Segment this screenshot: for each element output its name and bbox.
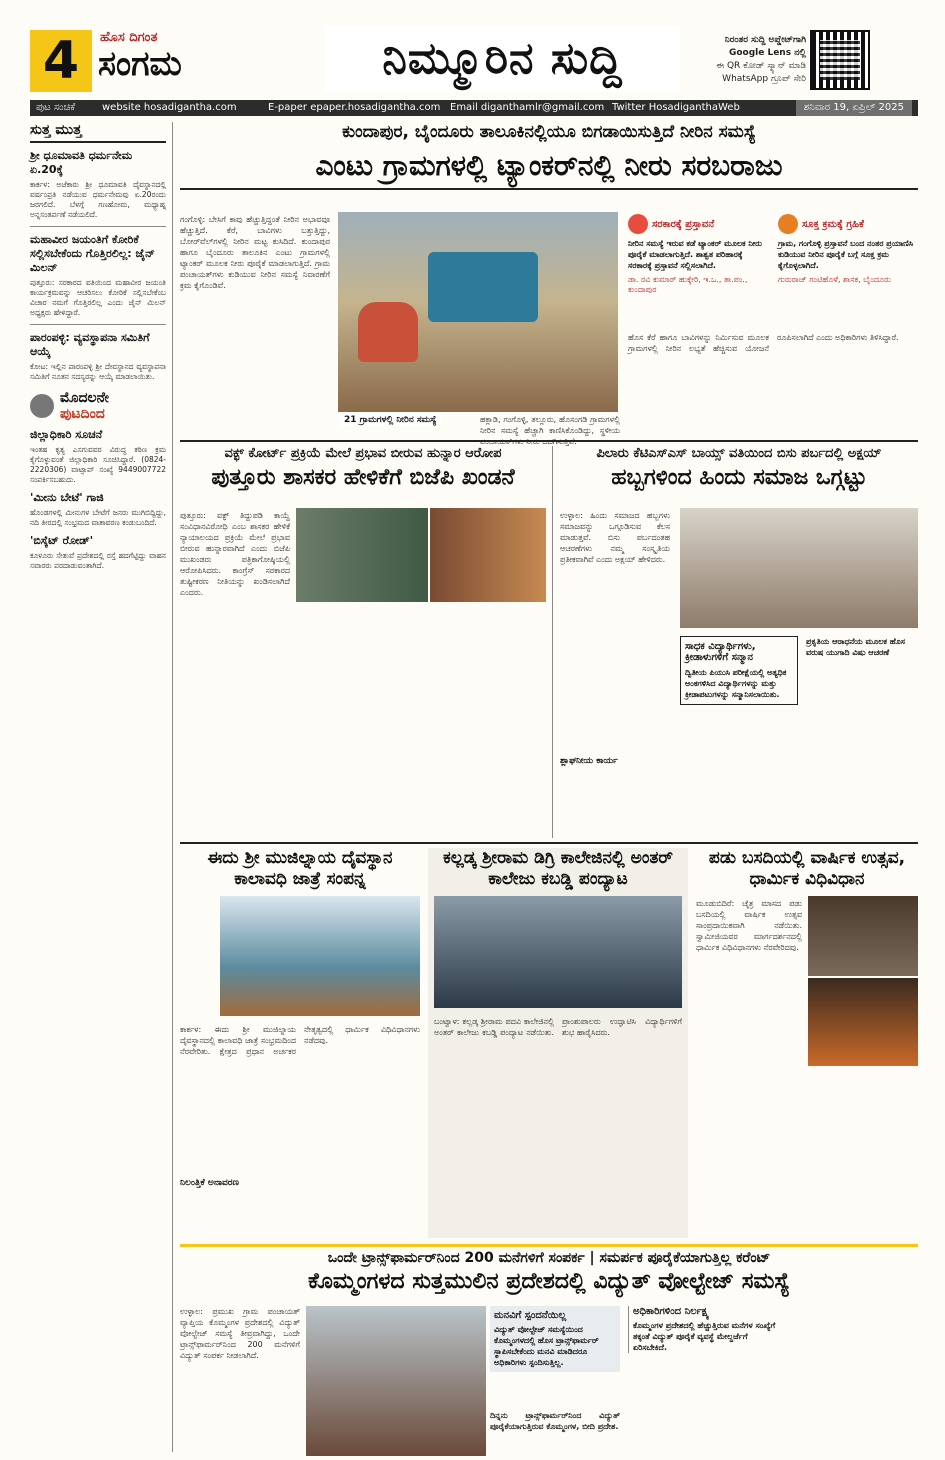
vishu-note: ಪ್ರಕೃತಿಯ ಆರಾಧನೆಯ ಮೂಲಕ ಹೊಸ ವರುಷ ಯುಗಾದಿ ವಿಷು ಆಚರಣೆ [806, 637, 905, 657]
box-body: ದ್ವಿತೀಯ ಪಿಯುಸಿ ಪರೀಕ್ಷೆಯಲ್ಲಿ ಅತ್ಯಧಿಕ ಅಂಕಗಳಿಸಿದ ವಿದ್ಯಾರ್ಥಿಗಳನ್ನು ಮತ್ತು ಕ್ರೀಡಾಪಟುಗಳನ್ನು ಸನ್ಮಾನಿಸಲಾಯಿತು. [685, 668, 787, 699]
photo-caption: 21 ಗ್ರಾಮಗಳಲ್ಲಿ ನೀರಿನ ಸಮಸ್ಯೆ [340, 414, 441, 426]
statue-photo [808, 896, 918, 976]
website-link[interactable]: website hosadigantha.com [102, 102, 237, 113]
row-divider [180, 842, 918, 844]
basadi-story [696, 848, 918, 1238]
transformer-photo [306, 1306, 486, 1456]
bjp-headline: ಪುತ್ತೂರು ಶಾಸಕರ ಹೇಳಿಕೆಗೆ ಬಿಜೆಪಿ ಖಂಡನೆ [211, 465, 515, 490]
brief-headline: 'ಬಿಸ್ಕೆಟ್ ರೋಡ್' [30, 534, 94, 547]
qr-code-icon[interactable] [810, 30, 870, 90]
section-title: ನಿಮ್ಮೂರಿನ ಸುದ್ದಿ [325, 26, 680, 92]
felicitation-box [680, 636, 798, 705]
qr-line: ಈ QR ಕೋಡ್ ಸ್ಕ್ಯಾನ್ ಮಾಡಿ [716, 61, 806, 71]
brief-headline: ಪಾರಂಪಳ್ಳಿ: ವ್ಯವಸ್ಥಾಪನಾ ಸಮಿತಿಗೆ ಆಯ್ಕೆ [30, 331, 150, 358]
kabaddi-body: ಬಂಟ್ವಾಳ: ಕಲ್ಲಡ್ಕ ಶ್ರೀರಾಮ ಪದವಿ ಕಾಲೇಜಿನಲ್ಲಿ ಅಂತರ್ ಕಾಲೇಜು ಕಬಡ್ಡಿ ಪಂದ್ಯಾಟ ನಡೆಯಿತು. ಪ್ರಾಂಶುಪಾಲರು ಉದ್ಘಾಟಿಸಿ ವಿದ್ಯಾರ್ಥಿಗಳಿಗೆ ಶುಭ ಹಾರೈಸಿದರು. [434, 1017, 682, 1037]
bjp-story [180, 446, 546, 836]
brief-body: ಕೂಳೂರು ಸೇತುವೆ ಪ್ರದೇಶದಲ್ಲಿ ರಸ್ತೆ ಹದಗೆಟ್ಟಿದ್ದು ವಾಹನ ಸವಾರರು ಪರದಾಡುವಂತಾಗಿದೆ. [30, 551, 166, 570]
quote-card [628, 214, 768, 295]
qr-instructions [690, 34, 806, 86]
quote-title: ಸೂಕ್ತ ಕ್ರಮಕ್ಕೆ ಗ್ರಹಿಕೆ [802, 219, 864, 230]
top-kicker: ಕುಂದಾಪುರ, ಬೈಂದೂರು ತಾಲೂಕಿನಲ್ಲಿಯೂ ಬಿಗಡಾಯಿಸುತ್ತಿದೆ ನೀರಿನ ಸಮಸ್ಯೆ [342, 122, 756, 142]
brief-headline: ಜಿಲ್ಲಾಧಿಕಾರಿ ಸೂಚನೆ [30, 428, 103, 441]
top-story [180, 122, 918, 434]
brief-headline: ಶ್ರೀ ಧೂಮಾವತಿ ಧರ್ಮನೇಮ ಏ.20ಕ್ಕೆ [30, 149, 133, 176]
bisu-story [560, 446, 918, 836]
bjp-kicker: ವಕ್ಫ್ ಕೋರ್ಟ್ ಪ್ರಕ್ರಿಯೆ ಮೇಲೆ ಪ್ರಭಾವ ಬೀರುವ ಹುನ್ನಾರ ಆರೋಪ [224, 446, 502, 461]
row-divider [180, 440, 918, 442]
qr-line: Google Lens ನಲ್ಲಿ [728, 48, 806, 58]
top-body: ಗಂಗೊಳ್ಳಿ: ಬೇಸಿಗೆ ಕಾವು ಹೆಚ್ಚುತ್ತಿದ್ದಂತೆ ನೀರಿನ ಅಭಾವವೂ ಹೆಚ್ಚುತ್ತಿದೆ. ಕೆರೆ, ಬಾವಿಗಳು ಬತ್ತುತ್ತಿದ್ದು, ಬೋರ್‌ವೆಲ್‌ಗಳಲ್ಲಿ ನೀರಿನ ಮಟ್ಟ ಕುಸಿದಿದೆ. ಕುಂದಾಪುರ ಹಾಗೂ ಬೈಂದೂರು ತಾಲೂಕಿನ ಎಂಟು ಗ್ರಾಮಗಳಲ್ಲಿ ಟ್ಯಾಂಕರ್ ಮೂಲಕ ನೀರು ಪೂರೈಕೆ ಮಾಡಲಾಗುತ್ತಿದೆ. ಗ್ರಾಮ ಪಂಚಾಯತ್‌ಗಳು ಕುಡಿಯುವ ನೀರಿನ ಸಮಸ್ಯೆ ನಿವಾರಣೆಗೆ ಕ್ರಮ ಕೈಗೊಂಡಿವೆ. [180, 215, 330, 290]
jatre-story [180, 848, 420, 1238]
issue-date: ಶನಿವಾರ 19, ಏಪ್ರಿಲ್ 2025 [796, 100, 912, 116]
transformer-caption: ದಿನ್ನನು ಟ್ರಾನ್ಸ್‌ಫಾರ್ಮರ್‌ನಿಂದ ವಿದ್ಯುತ್ ಪೂರೈಕೆಯಾಗುತ್ತಿರುವ ಕೊಮ್ಮಂಗಳ, ಬೀದಿ ಪ್ರದೇಶ. [490, 1411, 620, 1431]
quote-body: ಗ್ರಾಮ, ಗಂಗೊಳ್ಳಿ ಪ್ರಸ್ತಾವನೆ ಬಂದ ನಂತರ ಪ್ರಯಾಣಿಸಿ ಕುಡಿಯುವ ನೀರಿನ ಪೂರೈಕೆ ಬಗ್ಗೆ ಸೂಕ್ತ ಕ್ರಮ ಕೈಗೊಳ್ಳಲಾಗಿದೆ. [778, 239, 914, 270]
bisu-kicker: ಪಿಲಾರು ಕೆಟಿಎಸ್‌ಎಸ್ ಬಾಯ್ಸ್ ವತಿಯಿಂದ ಬಿಸು ಪರ್ಬದಲ್ಲಿ ಅಕ್ಷಯ್ [596, 446, 882, 461]
brief-body: ಕಾರ್ಕಳ: ಅಜೆಕಾರು ಶ್ರೀ ಧೂಮಾವತಿ ದೈವಸ್ಥಾನದಲ್ಲಿ ವರ್ಷಂಪ್ರತಿ ನಡೆಯುವ ಧರ್ಮನೇಮವು ಏ.20ರಂದು ಜರಗಲಿದೆ. ಬೆಳಗ್ಗೆ ಗಣಹೋಮ, ಮಧ್ಯಾಹ್ನ ಅನ್ನಸಂತರ್ಪಣೆ ನಡೆಯಲಿದೆ. [30, 180, 166, 219]
info-bar [30, 100, 918, 116]
brief-headline: 'ಮೀನು ಬೇಟೆ' ಗಾಜಿ [30, 491, 104, 504]
page-number: 4 [30, 30, 92, 92]
quote-icon [628, 214, 648, 234]
top-headline: ಎಂಟು ಗ್ರಾಮಗಳಲ್ಲಿ ಟ್ಯಾಂಕರ್‌ನಲ್ಲಿ ನೀರು ಸರಬರಾಜು [180, 144, 918, 190]
brief-body: ಪುತ್ತೂರು: ಸರಕಾರದ ವತಿಯಿಂದ ಮಹಾವೀರ ಜಯಂತಿ ಕಾರ್ಯಕ್ರಮವನ್ನು ಆಚರಿಸಲು ಕೋರಿಕೆ ಸಲ್ಲಿಸಬೇಕೆಂಬ ವಿಚಾರ ನಮಗೆ ಗೊತ್ತಿರಲಿಲ್ಲ ಎಂದು ಜೈನ್ ಮಿಲನ್ ಅಧ್ಯಕ್ಷರು ಹೇಳಿದ್ದಾರೆ. [30, 278, 166, 317]
tanker-photo [338, 212, 618, 412]
voltage-story [180, 1250, 918, 1456]
box-title: ಮನವಿಗೆ ಸ್ಪಂದನೆಯಿಲ್ಲ [494, 1310, 567, 1321]
qr-line: ನಿರಂತರ ಸುದ್ದಿ ಅಪ್ಡೇಟ್‌ಗಾಗಿ [724, 35, 806, 45]
speaker-photo-2 [430, 508, 546, 602]
badge-line1: ಮೊದಲನೇ [60, 390, 109, 406]
box-body: ವಿದ್ಯುತ್ ವೋಲ್ಟೇಜ್ ಸಮಸ್ಯೆಯಿಂದ ಕೊಮ್ಮಂಗಳದಲ್ಲಿ ಹೊಸ ಟ್ರಾನ್ಸ್‌ಫಾರ್ಮರ್ ಸ್ಥಾಪಿಸಬೇಕೆಂದು ಮನವಿ ಮಾಡಿದರೂ ಅಧಿಕಾರಿಗಳು ಸ್ಪಂದಿಸುತ್ತಿಲ್ಲ. [494, 1325, 599, 1367]
kabaddi-story [428, 848, 688, 1238]
front-page-continuation [30, 390, 166, 422]
quote-card [778, 214, 918, 285]
neglect-box [628, 1306, 778, 1353]
brief-body: ಇಂತಹ ಕೃತ್ಯ ಎಸಗುವವರ ವಿರುದ್ಧ ಕಠಿಣ ಕ್ರಮ ಕೈಗೊಳ್ಳುವಂತೆ ಜಿಲ್ಲಾಧಿಕಾರಿ ಸೂಚಿಸಿದ್ದಾರೆ. (0824-2220306) ವಾಟ್ಸಾಪ್ ಸಂಖ್ಯೆ 9449007722 ಸಂಪರ್ಕಿಸಬಹುದು. [30, 445, 166, 484]
box-title: ಸಾಧಕ ವಿದ್ಯಾರ್ಥಿಗಳು, ಕ್ರೀಡಾಳುಗಳಿಗೆ ಸನ್ಮಾನ [685, 641, 756, 663]
quote-byline: ಗುರುರಾಜ್ ಗಂಟಿಹೊಳೆ, ಶಾಸಕ, ಬೈಂದೂರು [778, 275, 891, 284]
quote-body: ನೀರಿನ ಸಮಸ್ಯೆ ಇರುವ ಕಡೆ ಟ್ಯಾಂಕರ್ ಮೂಲಕ ನೀರು ಪೂರೈಕೆ ಮಾಡಲಾಗುತ್ತಿದೆ. ಶಾಶ್ವತ ಪರಿಹಾರಕ್ಕೆ ಸರಕಾರಕ್ಕೆ ಪ್ರಸ್ತಾವನೆ ಸಲ್ಲಿಸಲಾಗಿದೆ. [628, 239, 762, 270]
voltage-kicker: ಒಂದೇ ಟ್ರಾನ್ಸ್‌ಫಾರ್ಮರ್‌ನಿಂದ 200 ಮನೆಗಳಿಗೆ ಸಂಪರ್ಕ | ಸಮರ್ಪಕ ಪೂರೈಕೆಯಾಗುತ್ತಿಲ್ಲ ಕರೆಂಟ್ [327, 1250, 771, 1266]
bjp-body: ಪುತ್ತೂರು: ವಕ್ಫ್ ತಿದ್ದುಪಡಿ ಕಾಯ್ದೆ ಸಂವಿಧಾನವಿರೋಧಿ ಎಂಬ ಶಾಸಕರ ಹೇಳಿಕೆ ನ್ಯಾಯಾಲಯದ ಪ್ರಕ್ರಿಯೆ ಮೇಲೆ ಪ್ರಭಾವ ಬೀರುವ ಹುನ್ನಾರವಾಗಿದೆ ಎಂದು ಬಿಜೆಪಿ ಮುಖಂಡರು ಪತ್ರಿಕಾಗೋಷ್ಠಿಯಲ್ಲಿ ಆರೋಪಿಸಿದರು. ಕಾಂಗ್ರೆಸ್ ಸರಕಾರದ ತುಷ್ಟೀಕರಣ ನೀತಿಯನ್ನು ಖಂಡಿಸಲಾಗಿದೆ ಎಂದರು. [180, 511, 290, 597]
top-body-3: ಹೊಸ ಕೆರೆ ಹಾಗೂ ಬಾವಿಗಳನ್ನು ನಿರ್ಮಿಸುವ ಮೂಲಕ ಗ್ರಾಮಗಳಲ್ಲಿ ನೀರಿನ ಲಭ್ಯತೆ ಹೆಚ್ಚಿಸುವ ಯೋಜನೆ ರೂಪಿಸಲಾಗಿದೆ ಎಂದು ಅಧಿಕಾರಿಗಳು ತಿಳಿಸಿದ್ದಾರೆ. [628, 333, 899, 353]
email-link[interactable]: Email diganthamlr@gmail.com [450, 102, 605, 113]
voltage-headline: ಕೊಮ್ಮಂಗಳದ ಸುತ್ತಮುಲಿನ ಪ್ರದೇಶದಲ್ಲಿ ವಿದ್ಯುತ್ ವೋಲ್ಟೇಜ್ ಸಮಸ್ಯೆ [308, 1269, 790, 1294]
lamp-photo [808, 978, 918, 1066]
brief-body: ಕೋಟ: ಇಲ್ಲಿನ ಪಾರಂಪಳ್ಳಿ ಶ್ರೀ ದೇವಸ್ಥಾನದ ವ್ಯವಸ್ಥಾಪನಾ ಸಮಿತಿಗೆ ನೂತನ ಸದಸ್ಯರನ್ನು ಆಯ್ಕೆ ಮಾಡಲಾಯಿತು. [30, 362, 166, 381]
bisu-headline: ಹಬ್ಬಗಳಿಂದ ಹಿಂದು ಸಮಾಜ ಒಗ್ಗಟ್ಟು [611, 465, 867, 490]
jatre-body: ಕಾರ್ಕಳ: ಈದು ಶ್ರೀ ಮುಜಿಲ್ನಾಯ ದೈವಸ್ಥಾನದಲ್ಲಿ ಕಾಲಾವಧಿ ಜಾತ್ರೆ ಸಂಭ್ರಮದಿಂದ ನೆರವೇರಿತು. ಕ್ಷೇತ್ರದ ಪ್ರಧಾನ ಅರ್ಚಕರ ನೇತೃತ್ವದಲ್ಲಿ ಧಾರ್ಮಿಕ ವಿಧಿವಿಧಾನಗಳು ನಡೆದವು. [180, 1025, 420, 1056]
pencil-icon [30, 394, 54, 418]
qr-line: WhatsApp ಗ್ರೂಪ್ ಸೇರಿ [722, 74, 806, 84]
column-divider [552, 446, 553, 838]
twitter-link[interactable]: Twitter HosadiganthaWeb [612, 102, 740, 113]
kabaddi-photo [434, 896, 682, 1008]
jatre-photo [220, 896, 420, 1016]
quote-icon [778, 214, 798, 234]
left-column [30, 122, 166, 1452]
brand-small: ಹೊಸ ದಿಗಂತ [100, 30, 158, 45]
badge-line2: ಪುಟದಿಂದ [60, 406, 105, 422]
brief-body: ಹೊಂಡಗಳಲ್ಲಿ ಮೀನುಗಳ ಬೇಟೆಗೆ ಜನರು ಮುಗಿಬಿದ್ದಿದ್ದು, ನದಿ ತೀರದಲ್ಲಿ ಸಂಭ್ರಮದ ವಾತಾವರಣ ಕಂಡುಬಂದಿದೆ. [30, 508, 166, 527]
masthead [0, 0, 945, 98]
jatre-subhead: ನಿಲಂತ್ತಿಕೆ ಅನಾವರಣ [180, 1178, 239, 1188]
basadi-body: ಮೂಡುಬಿದಿರೆ: ಚೈತ್ರ ಮಾಸದ ಪಡು ಬಸದಿಯಲ್ಲಿ ವಾರ್ಷಿಕ ಉತ್ಸವ ಸಾಂಪ್ರದಾಯಿಕವಾಗಿ ನಡೆಯಿತು. ಸ್ವಾಮೀಜಿಯವರ ಮಾರ್ಗದರ್ಶನದಲ್ಲಿ ಧಾರ್ಮಿಕ ವಿಧಿವಿಧಾನಗಳು ನೆರವೇರಿದವು. [696, 899, 802, 952]
jatre-headline: ಈದು ಶ್ರೀ ಮುಜಿಲ್ನಾಯ ದೈವಸ್ಥಾನ ಕಾಲಾವಧಿ ಜಾತ್ರೆ ಸಂಪನ್ನ [207, 848, 393, 889]
section-label: ಪುಟ ಸಂಚಿಕೆ [36, 102, 76, 113]
tanker-shape [428, 252, 538, 322]
row-divider [180, 1244, 918, 1247]
kabaddi-headline: ಕಲ್ಲಡ್ಕ ಶ್ರೀರಾಮ ಡಿಗ್ರಿ ಕಾಲೇಜಿನಲ್ಲಿ ಅಂತರ್ ಕಾಲೇಜು ಕಬಡ್ಡಿ ಪಂದ್ಯಾಟ [443, 848, 673, 889]
quote-title: ಸರಕಾರಕ್ಕೆ ಪ್ರಸ್ತಾವನೆ [652, 219, 715, 230]
voltage-body: ಉಳ್ಳಾಲ: ಪ್ರಮುಖ ಗ್ರಾಮ ಪಂಚಾಯತ್ ವ್ಯಾಪ್ತಿಯ ಕೊಮ್ಮಂಗಳ ಪ್ರದೇಶದಲ್ಲಿ ವಿದ್ಯುತ್ ವೋಲ್ಟೇಜ್ ಸಮಸ್ಯೆ ತೀವ್ರವಾಗಿದ್ದು, ಒಂದೇ ಟ್ರಾನ್ಸ್‌ಫಾರ್ಮರ್‌ನಿಂದ 200 ಮನೆಗಳಿಗೆ ವಿದ್ಯುತ್ ಸಂಪರ್ಕ ನೀಡಲಾಗಿದೆ. [180, 1307, 300, 1360]
box-body: ಕೊಮ್ಮಂಗಳ ಪ್ರದೇಶದಲ್ಲಿ ಹೆಚ್ಚುತ್ತಿರುವ ಮನೆಗಳ ಸಂಖ್ಯೆಗೆ ತಕ್ಕಂತೆ ವಿದ್ಯುತ್ ಪೂರೈಕೆ ವ್ಯವಸ್ಥೆ ಮೇಲ್ದರ್ಜೆಗೆ ಏರಿಸಬೇಕಿದೆ. [633, 1321, 776, 1352]
people-shape [358, 302, 418, 362]
box-title: ಅಧಿಕಾರಿಗಳಿಂದ ನಿರ್ಲಕ್ಷ್ಯ [633, 1306, 710, 1317]
column-head: ಸುತ್ತ ಮುತ್ತ [30, 122, 166, 143]
column-divider [172, 122, 173, 1452]
felicitation-photo [680, 508, 918, 628]
quote-byline: ಡಾ. ರವಿ ಕುಮಾರ್ ಹುಕ್ಕೇರಿ, ಇ.ಒ., ತಾ.ಪಂ., ಕುಂದಾಪುರ [628, 275, 748, 294]
speaker-photo-1 [296, 508, 428, 602]
top-body-2: ಹಕ್ಲಾಡಿ, ಗಂಗೊಳ್ಳಿ, ತಲ್ಲೂರು, ಹೊಸಂಗಡಿ ಗ್ರಾಮಗಳಲ್ಲಿ ನೀರಿನ ಸಮಸ್ಯೆ ಹೆಚ್ಚಾಗಿ ಕಾಣಿಸಿಕೊಂಡಿದ್ದು, ಸ್ಥಳೀಯ [480, 415, 620, 435]
basadi-headline: ಪಡು ಬಸದಿಯಲ್ಲಿ ವಾರ್ಷಿಕ ಉತ್ಸವ, ಧಾರ್ಮಿಕ ವಿಧಿವಿಧಾನ [708, 848, 906, 889]
bisu-subhead: ಶ್ಲಾಘನೀಯ ಕಾರ್ಯ [560, 756, 618, 766]
brief-headline: ಮಹಾವೀರ ಜಯಂತಿಗೆ ಕೋರಿಕೆ ಸಲ್ಲಿಸಬೇಕೆಂದು ಗೊತ್ತಿರಲಿಲ್ಲ: ಜೈನ್ ಮಿಲನ್ [30, 233, 155, 274]
epaper-link[interactable]: E-paper epaper.hosadigantha.com [268, 102, 441, 113]
bisu-body: ಉಳ್ಳಾಲ: ಹಿಂದು ಸಮಾಜದ ಹಬ್ಬಗಳು ಸಮಾಜವನ್ನು ಒಗ್ಗೂಡಿಸುವ ಕೆಲಸ ಮಾಡುತ್ತವೆ. ಬಿಸು ಪರ್ಬದಂತಹ ಆಚರಣೆಗಳು ನಮ್ಮ ಸಂಸ್ಕೃತಿಯ ಪ್ರತೀಕವಾಗಿವೆ ಎಂದು ಅಕ್ಷಯ್ ಹೇಳಿದರು. [560, 511, 670, 564]
appeal-box [490, 1306, 620, 1372]
brand-title: ಸಂಗಮ [98, 44, 182, 84]
